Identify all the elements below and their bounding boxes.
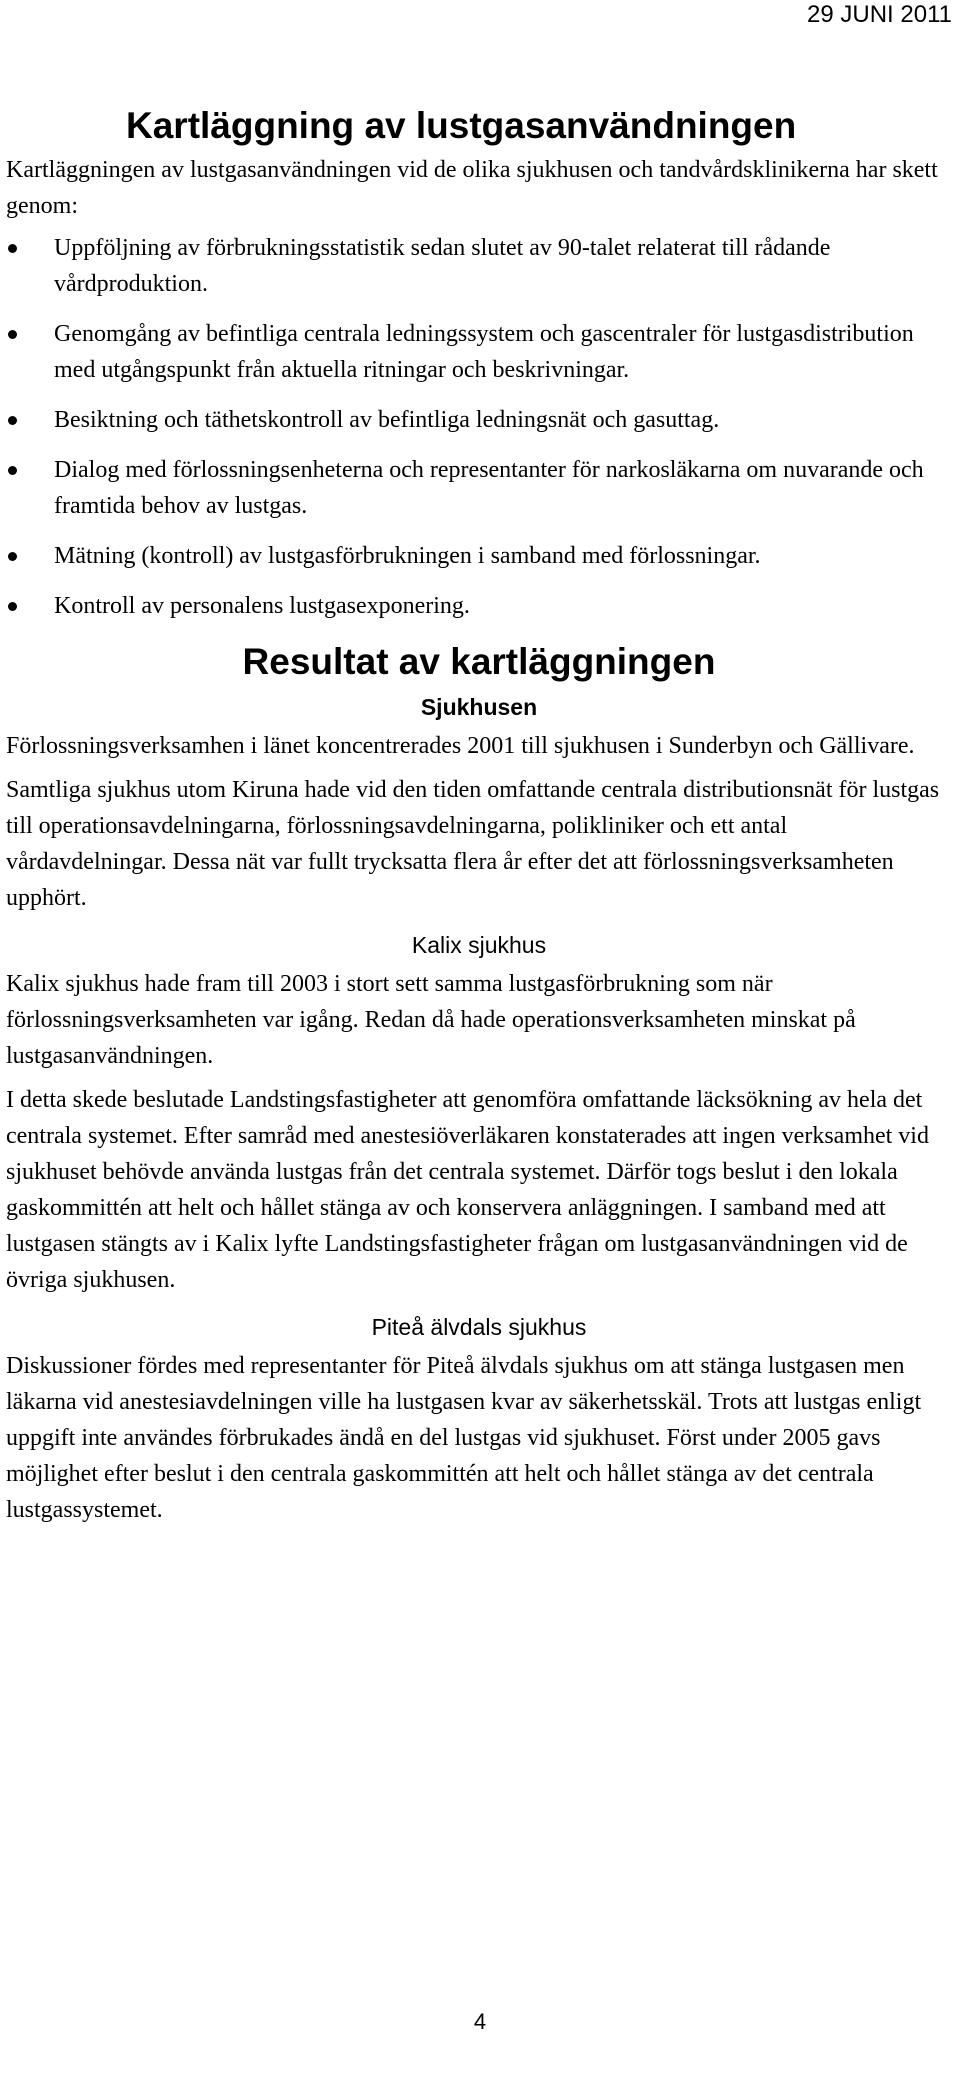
list-item: Kontroll av personalens lustgasexponering. xyxy=(6,588,952,624)
paragraph: Kalix sjukhus hade fram till 2003 i stort sett samma lustgasförbrukning som när förlossningsverksamheten var igång. Redan då hade operationsverksamheten minskat på lustgasanvändningen. xyxy=(6,971,856,1069)
paragraph: Samtliga sjukhus utom Kiruna hade vid den tiden omfattande centrala distributionsnät för lustgas till operationsavdelningarna, förlossningsavdelningarna, polikliniker och ett antal vårdavdelningar. Dessa nät var fullt trycksatta flera år efter det att förlossningsverksamheten upphört. xyxy=(6,777,940,911)
section-title-kartlaggning: Kartläggning av lustgasanvändningen xyxy=(126,105,797,146)
subheading-kalix: Kalix sjukhus xyxy=(411,932,547,958)
bullet-icon xyxy=(8,244,17,253)
list-item: Besiktning och täthetskontroll av befintliga ledningsnät och gasuttag. xyxy=(6,402,952,438)
bullet-icon xyxy=(8,330,17,339)
bullet-icon xyxy=(8,602,17,611)
list-item: Mätning (kontroll) av lustgasförbrukningen i samband med förlossningar. xyxy=(6,538,952,574)
document-body xyxy=(6,104,952,1536)
paragraph: I detta skede beslutade Landstingsfastigheter att genomföra omfattande läcksökning av hela det centrala systemet. Efter samråd med anestesiöverläkaren konstaterades att ingen verksamhet vid sjukhuset behövde använda lustgas från det centrala systemet. Därför togs beslut i den lokala gaskommittén att helt och hållet stänga av och konservera anläggningen. I samband med att lustgasen stängts av i Kalix lyfte Landstingsfastigheter frågan om lustgasanvändningen vid de övriga sjukhusen. xyxy=(6,1087,929,1293)
subheading-sjukhusen: Sjukhusen xyxy=(420,694,538,720)
intro-paragraph: Kartläggningen av lustgasanvändningen vid de olika sjukhusen och tandvårdsklinikerna har skett genom: xyxy=(6,157,938,219)
paragraph: Förlossningsverksamhen i länet koncentrerades 2001 till sjukhusen i Sunderbyn och Gällivare. xyxy=(6,733,915,759)
header-date: 29 JUNI 2011 xyxy=(807,1,952,28)
list-item: Uppföljning av förbrukningsstatistik sedan slutet av 90-talet relaterat till rådande vårdproduktion. xyxy=(6,230,952,302)
list-item: Dialog med förlossningsenheterna och representanter för narkosläkarna om nuvarande och framtida behov av lustgas. xyxy=(6,452,952,524)
bullet-icon xyxy=(8,552,17,561)
method-list xyxy=(6,230,952,624)
paragraph: Diskussioner fördes med representanter för Piteå älvdals sjukhus om att stänga lustgasen men läkarna vid anestesiavdelningen ville ha lustgasen kvar av säkerhetsskäl. Trots att lustgas enligt uppgift inte användes förbrukades ändå en del lustgas vid sjukhuset. Först under 2005 gavs möjlighet efter beslut i den centrala gaskommittén att helt och hållet stänga av det centrala lustgassystemet. xyxy=(6,1353,922,1523)
subheading-pitea: Piteå älvdals sjukhus xyxy=(371,1314,587,1340)
list-item: Genomgång av befintliga centrala ledningssystem och gascentraler för lustgasdistribution med utgångspunkt från aktuella ritningar och beskrivningar. xyxy=(6,316,952,388)
page-number: 4 xyxy=(473,2009,487,2034)
bullet-icon xyxy=(8,416,17,425)
bullet-icon xyxy=(8,466,17,475)
section-title-resultat: Resultat av kartläggningen xyxy=(242,641,716,682)
